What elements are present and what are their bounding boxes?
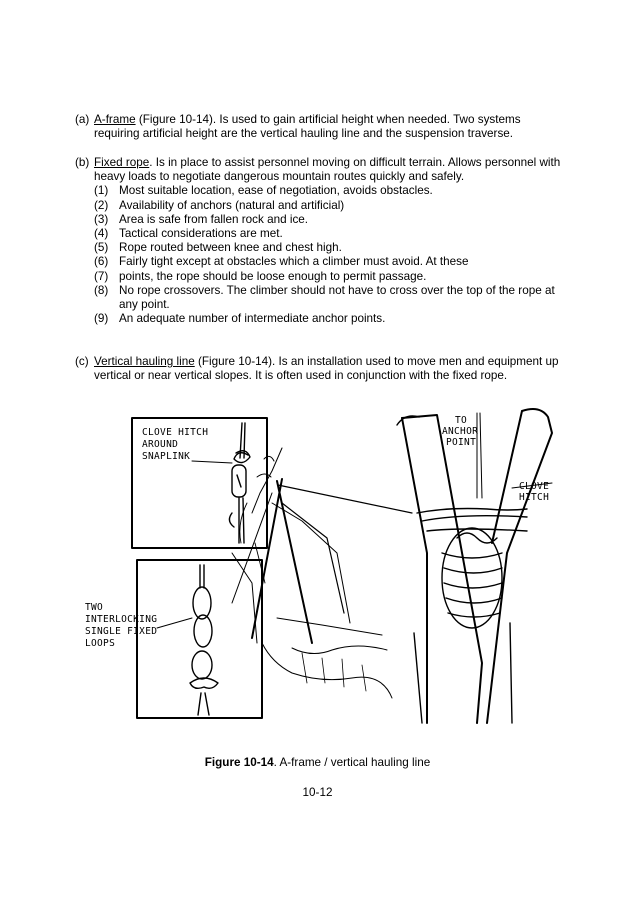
list-item-text: points, the rope should be loose enough to permit passage. (119, 269, 427, 283)
page-number: 10-12 (302, 786, 333, 799)
list-item (94, 255, 563, 269)
list-item (94, 199, 563, 213)
section-b-body (94, 156, 563, 184)
fixed-loop-upper (193, 587, 211, 619)
label-interlocking: INTERLOCKING (85, 614, 158, 625)
section-a-term: A-frame (94, 113, 136, 126)
list-item (94, 213, 563, 227)
list-item-number: (6) (94, 255, 109, 269)
section-b (75, 156, 563, 326)
list-item-text: Availability of anchors (natural and artificial) (119, 198, 345, 212)
label-single-fixed: SINGLE FIXED (85, 626, 158, 637)
list-item (94, 284, 563, 312)
clove-hitch-knot (234, 451, 250, 463)
fixed-loop-lower (192, 651, 212, 679)
label-hitch: HITCH (519, 492, 550, 503)
section-a-text: (Figure 10-14). Is used to gain artificial height when needed. Two systems requiring artificial height are the vertical hauling line and the suspension traverse. (94, 113, 521, 141)
list-item-number: (7) (94, 269, 109, 283)
list-item-text: Fairly tight except at obstacles which a climber must avoid. At these (119, 255, 469, 269)
section-b-list (94, 184, 563, 326)
list-item (94, 184, 563, 198)
list-item-number: (1) (94, 184, 109, 198)
list-item (94, 241, 563, 255)
label-loops: LOOPS (85, 638, 116, 649)
section-a (75, 113, 563, 141)
section-b-term: Fixed rope (94, 156, 150, 169)
section-b-letter: (b) (75, 156, 90, 169)
list-item-text: Area is safe from fallen rock and ice. (119, 212, 309, 226)
leader-line (278, 485, 412, 513)
list-item-text: No rope crossovers. The climber should not have to cross over the top of the rope at any point. (119, 283, 555, 312)
section-a-body (94, 113, 563, 141)
label-two: TWO (85, 602, 104, 613)
section-c (75, 355, 563, 383)
section-c-text: (Figure 10-14). Is an installation used to move men and equipment up vertical or near vertical slopes. It is often used in conjunction with the fixed rope. (94, 355, 559, 383)
list-item-text: Tactical considerations are met. (119, 227, 283, 241)
list-item (94, 270, 563, 284)
label-anchor: ANCHOR (442, 426, 479, 437)
label-point: POINT (446, 437, 477, 448)
label-to: TO (455, 415, 468, 426)
list-item-number: (4) (94, 227, 109, 241)
list-item (94, 227, 563, 241)
figure-caption (0, 756, 635, 769)
list-item-number: (9) (94, 312, 109, 326)
list-item-text: Rope routed between knee and chest high. (119, 241, 342, 255)
label-clove-hitch: CLOVE HITCH (142, 427, 209, 438)
figure-caption-text: . A-frame / vertical hauling line (273, 756, 431, 769)
list-item-number: (5) (94, 241, 109, 255)
list-item-number: (2) (94, 198, 109, 212)
list-item-text: Most suitable location, ease of negotiation, avoids obstacles. (119, 184, 433, 198)
list-item-number: (8) (94, 283, 109, 297)
section-b-text: . Is in place to assist personnel moving on difficult terrain. Allows personnel with heavy loads to negotiate dangerous mountain routes quickly and safely. (94, 156, 561, 184)
list-item-text: An adequate number of intermediate anchor points. (119, 312, 386, 326)
label-snaplink: SNAPLINK (142, 451, 191, 462)
section-a-letter: (a) (75, 113, 90, 126)
a-frame-illustration (82, 403, 557, 728)
list-item-number: (3) (94, 212, 109, 226)
pole-right-front (487, 409, 552, 723)
figure-labels (85, 415, 549, 649)
label-clove: CLOVE (519, 481, 550, 492)
section-c-body (94, 355, 563, 383)
section-c-letter: (c) (75, 355, 89, 368)
label-around: AROUND (142, 439, 179, 450)
section-c-term: Vertical hauling line (94, 355, 195, 368)
figure-caption-number: Figure 10-14 (204, 756, 274, 769)
fixed-loop-middle (194, 615, 212, 647)
list-item (94, 312, 563, 326)
